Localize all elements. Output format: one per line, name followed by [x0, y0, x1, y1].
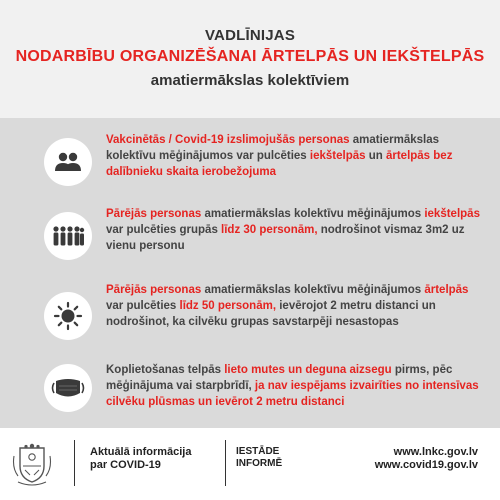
text-part: lieto mutes un deguna aizsegu: [224, 364, 392, 376]
guideline-text-vaccinated: [106, 132, 486, 180]
text-part: ja nav iespējams izvairīties no intensīvas cilvēku plūsmas un ievērot 2 metru distanci: [106, 380, 479, 408]
title-line-1: VADLĪNIJAS: [204, 27, 296, 44]
text-part: var pulcēties: [106, 300, 180, 312]
guideline-text-indoors: [106, 206, 486, 254]
info-line-2: par COVID-19: [90, 459, 161, 471]
text-part: iekštelpās: [309, 150, 366, 162]
guideline-text-outdoors: [106, 282, 486, 330]
coat-of-arms-icon: [12, 442, 52, 486]
text-part: amatiermākslas kolektīvu mēģinājumos var pulcēties: [106, 134, 440, 162]
guideline-text-mask: [106, 362, 486, 410]
text-part: iekštelpās: [424, 208, 480, 220]
face-mask-icon: [44, 364, 92, 412]
covid-info-label: [90, 446, 191, 472]
inst-line-1: IESTĀDE: [236, 446, 280, 457]
text-part: ārtelpās bez dalībnieku skaita ierobežojuma: [106, 150, 453, 178]
title-line-3: amatiermākslas kolektīviem: [150, 72, 350, 89]
text-part: amatiermākslas kolektīvu mēģinājumos: [201, 208, 425, 220]
footer: [0, 428, 500, 500]
footer-divider: [74, 440, 75, 486]
guidelines-panel: [0, 118, 500, 428]
text-part: līdz 50 personām,: [179, 300, 277, 312]
text-part: pirms, pēc mēģinājuma vai starpbrīdī,: [106, 364, 453, 392]
link-covid19[interactable]: www.covid19.gov.lv: [374, 459, 478, 471]
group-people-icon: [44, 138, 92, 186]
crowd-icon: [44, 212, 92, 260]
footer-links: [375, 446, 478, 472]
text-part: un: [365, 150, 386, 162]
text-part: ievērojot 2 metru distanci un nodrošinot, ka cilvēku grupas savstarpēji nesastopas: [106, 300, 436, 328]
text-part: ārtelpās: [424, 284, 469, 296]
text-part: var pulcēties grupās: [106, 224, 222, 236]
inst-line-2: INFORMĒ: [236, 458, 283, 469]
text-part: Pārējās personas: [106, 208, 202, 220]
header: [0, 0, 500, 118]
text-part: Vakcinētās / Covid-19 izslimojušās personas: [106, 134, 350, 146]
info-line-1: Aktuālā informācija: [90, 446, 192, 458]
text-part: amatiermākslas kolektīvu mēģinājumos: [201, 284, 425, 296]
institution-informs-label: [236, 446, 282, 470]
footer-divider: [225, 440, 226, 486]
text-part: Pārējās personas: [106, 284, 202, 296]
link-lnkc[interactable]: www.lnkc.gov.lv: [393, 446, 478, 458]
text-part: Koplietošanas telpās: [106, 364, 225, 376]
title-line-2: NODARBĪBU ORGANIZĒŠANAI ĀRTELPĀS UN IEKŠTELPĀS: [15, 48, 485, 65]
sun-icon: [44, 292, 92, 340]
text-part: nodrošinot vismaz 3m2 uz vienu personu: [106, 224, 465, 252]
text-part: līdz 30 personām,: [221, 224, 318, 236]
